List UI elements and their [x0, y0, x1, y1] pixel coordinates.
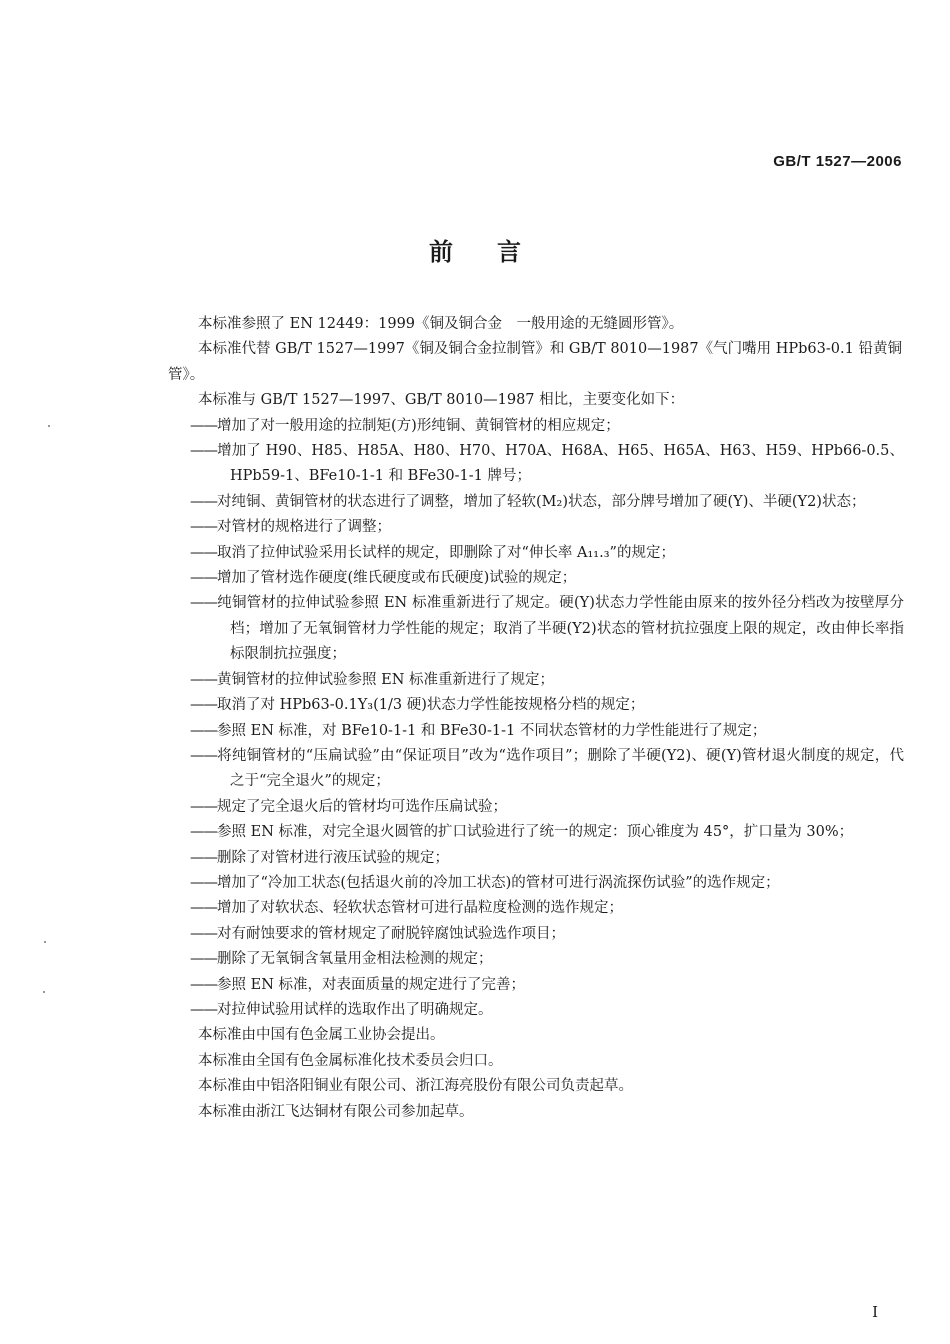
- closing-paragraph: 本标准由全国有色金属标准化技术委员会归口。: [198, 1052, 503, 1069]
- intro-paragraph: 本标准参照了 EN 12449：1999《铜及铜合金 一般用途的无缝圆形管》。: [198, 316, 684, 332]
- scan-speck: [48, 425, 50, 427]
- page-title: 前言: [429, 237, 565, 266]
- dash-marker: ——: [190, 824, 217, 841]
- dash-marker: ——: [190, 874, 217, 891]
- change-text: 取消了拉伸试验采用长试样的规定，即删除了对“伸长率 A₁₁.₃”的规定；: [217, 544, 675, 561]
- dash-marker: ——: [190, 417, 217, 434]
- dash-marker: ——: [190, 595, 217, 612]
- change-item: [168, 846, 904, 871]
- dash-marker: ——: [190, 925, 217, 942]
- change-item: [168, 414, 904, 439]
- dash-marker: ——: [190, 900, 217, 917]
- intro-paragraph: 本标准代替 GB/T 1527—1997《铜及铜合金拉制管》和 GB/T 8010—1987《气门嘴用 HPb63-0.1 铅黄铜管》。: [168, 341, 902, 383]
- scan-speck: [43, 991, 45, 993]
- change-text: 增加了管材选作硬度(维氏硬度或布氏硬度)试验的规定；: [217, 570, 577, 587]
- intro-paragraph: 本标准与 GB/T 1527—1997、GB/T 8010—1987 相比，主要变化如下：: [198, 392, 685, 409]
- change-text: 参照 EN 标准，对表面质量的规定进行了完善；: [217, 976, 525, 993]
- dash-marker: ——: [190, 671, 217, 688]
- dash-marker: ——: [190, 849, 217, 866]
- dash-marker: ——: [190, 493, 217, 510]
- change-text: 增加了“冷加工状态(包括退火前的冷加工状态)的管材可进行涡流探伤试验”的选作规定；: [217, 874, 780, 891]
- change-item: [168, 515, 904, 540]
- dash-marker: ——: [190, 519, 217, 536]
- change-text: 参照 EN 标准，对完全退火圆管的扩口试验进行了统一的规定：顶心锥度为 45°，扩口量为 30%；: [217, 824, 854, 841]
- change-item: [168, 541, 904, 566]
- change-item: [168, 820, 904, 845]
- change-item: [168, 973, 904, 998]
- scan-speck: [44, 941, 46, 943]
- dash-marker: ——: [190, 544, 217, 561]
- change-item: [168, 490, 904, 515]
- change-item: [168, 947, 904, 972]
- change-item: [168, 795, 904, 820]
- change-text: 删除了无氧铜含氧量用金相法检测的规定；: [217, 951, 493, 968]
- change-item: [168, 922, 904, 947]
- change-text: 对有耐蚀要求的管材规定了耐脱锌腐蚀试验选作项目；: [217, 925, 565, 942]
- change-item: [168, 871, 904, 896]
- page-number: I: [872, 1303, 878, 1321]
- change-text: 删除了对管材进行液压试验的规定；: [217, 849, 449, 866]
- change-item: [168, 744, 904, 795]
- closing-paragraph: 本标准由中国有色金属工业协会提出。: [198, 1027, 445, 1044]
- change-text: 增加了对一般用途的拉制矩(方)形纯铜、黄铜管材的相应规定；: [217, 417, 620, 434]
- change-text: 对管材的规格进行了调整；: [217, 519, 391, 536]
- change-text: 对纯铜、黄铜管材的状态进行了调整，增加了轻软(M₂)状态，部分牌号增加了硬(Y)、半硬(Y2)状态；: [217, 493, 866, 510]
- dash-marker: ——: [190, 722, 217, 739]
- change-item: [168, 693, 904, 718]
- dash-marker: ——: [190, 570, 217, 587]
- dash-marker: ——: [190, 443, 217, 460]
- closing-paragraph: 本标准由浙江飞达铜材有限公司参加起草。: [198, 1103, 474, 1120]
- dash-marker: ——: [190, 951, 217, 968]
- change-item: [168, 719, 904, 744]
- change-text: 取消了对 HPb63-0.1Y₃(1/3 硬)状态力学性能按规格分档的规定；: [217, 697, 645, 714]
- closing-paragraph: 本标准由中铝洛阳铜业有限公司、浙江海亮股份有限公司负责起草。: [198, 1078, 633, 1095]
- dash-marker: ——: [190, 798, 217, 815]
- change-item: [168, 566, 904, 591]
- dash-marker: ——: [190, 697, 217, 714]
- dash-marker: ——: [190, 1001, 217, 1018]
- change-text: 参照 EN 标准，对 BFe10-1-1 和 BFe30-1-1 不同状态管材的力学性能进行了规定；: [217, 722, 767, 739]
- foreword-body: [168, 312, 904, 1125]
- change-text: 对拉伸试验用试样的选取作出了明确规定。: [217, 1001, 493, 1018]
- change-text: 将纯铜管材的“压扁试验”由“保证项目”改为“选作项目”；删除了半硬(Y2)、硬(Y)管材退火制度的规定，代之于“完全退火”的规定；: [217, 747, 904, 790]
- dash-marker: ——: [190, 747, 217, 764]
- change-text: 纯铜管材的拉伸试验参照 EN 标准重新进行了规定。硬(Y)状态力学性能由原来的按外径分档改为按壁厚分档；增加了无氧铜管材力学性能的规定；取消了半硬(Y2)状态的管材抗拉强度上限的规定，改由伸长率指标限制抗拉强度；: [217, 595, 904, 663]
- dash-marker: ——: [190, 976, 217, 993]
- change-text: 增加了 H90、H85、H85A、H80、H70、H70A、H68A、H65、H65A、H63、H59、HPb66-0.5、HPb59-1、BFe10-1-1 和 BFe30-1-1 牌号；: [217, 443, 904, 485]
- change-item: [168, 998, 904, 1023]
- change-item: [168, 439, 904, 490]
- change-text: 增加了对软状态、轻软状态管材可进行晶粒度检测的选作规定；: [217, 900, 623, 917]
- change-text: 黄铜管材的拉伸试验参照 EN 标准重新进行了规定；: [217, 671, 554, 688]
- standard-code: GB/T 1527—2006: [773, 153, 902, 170]
- change-item: [168, 668, 904, 693]
- change-text: 规定了完全退火后的管材均可选作压扁试验；: [217, 798, 507, 815]
- change-item: [168, 591, 904, 667]
- change-item: [168, 896, 904, 921]
